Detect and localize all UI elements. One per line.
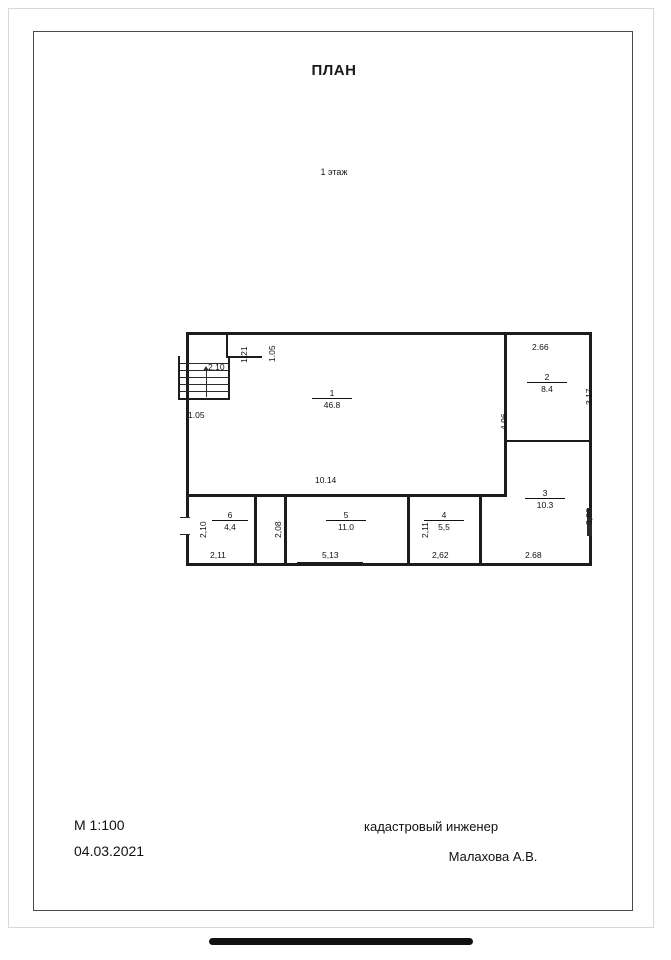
door-tick-left bbox=[180, 517, 190, 518]
stair-tread-4 bbox=[180, 384, 230, 385]
dimension-right-upper: 3.17 bbox=[584, 388, 594, 405]
room-area-3: 10.3 bbox=[536, 500, 554, 510]
room-number-3: 3 bbox=[525, 488, 565, 499]
room-area-2: 8.4 bbox=[541, 384, 553, 394]
dimension-inner-right-vertical: 4.96 bbox=[499, 413, 509, 430]
stair-block-outline-top bbox=[226, 335, 228, 358]
dimension-room6-vertical: 2,10 bbox=[198, 521, 208, 538]
wall-bottom-outer bbox=[186, 563, 592, 566]
horizontal-scrollbar[interactable] bbox=[209, 938, 473, 945]
stair-tread-3 bbox=[180, 377, 230, 378]
dimension-stair-run-vertical: 1,21 bbox=[239, 346, 249, 363]
dimension-room3-bottom: 2.68 bbox=[525, 550, 542, 560]
engineer-role-label: кадастровый инженер bbox=[364, 819, 499, 834]
dimension-stair-width: 2.10 bbox=[208, 362, 225, 372]
room-tag-6 bbox=[212, 510, 248, 532]
room-number-1: 1 bbox=[312, 388, 352, 399]
dimension-stair-depth-vertical: 1.05 bbox=[267, 345, 277, 362]
dimension-top-right: 2.66 bbox=[532, 342, 549, 352]
dimension-right-lower: 3,86 bbox=[584, 508, 594, 525]
door-opening-room6 bbox=[186, 518, 190, 534]
floor-label: 1 этаж bbox=[320, 167, 348, 177]
engineer-name-label: Малахова А.В. bbox=[448, 849, 538, 864]
room-number-4: 4 bbox=[424, 510, 464, 521]
room-area-5: 11.0 bbox=[338, 522, 354, 532]
door-segment-bottom-room5 bbox=[297, 562, 363, 565]
dimension-room4-bottom: 2,62 bbox=[432, 550, 449, 560]
dimension-room5-bottom: 5,13 bbox=[322, 550, 339, 560]
wall-inner-horizontal-main bbox=[186, 494, 507, 497]
room-area-4: 5,5 bbox=[438, 522, 450, 532]
room-number-5: 5 bbox=[326, 510, 366, 521]
dimension-room4-vertical: 2,11 bbox=[420, 522, 430, 538]
room-tag-1 bbox=[312, 388, 352, 410]
stair-tread-5 bbox=[180, 391, 230, 392]
dimension-main-horizontal: 10.14 bbox=[315, 475, 337, 485]
footer-left bbox=[74, 812, 144, 864]
document-outer-frame bbox=[8, 8, 654, 928]
document-inner-frame bbox=[33, 31, 633, 911]
room-tag-4 bbox=[424, 510, 464, 532]
stair-direction-line bbox=[206, 371, 207, 397]
dimension-stair-left: 1.05 bbox=[188, 410, 205, 420]
footer-right bbox=[364, 812, 594, 872]
room-area-1: 46.8 bbox=[323, 400, 341, 410]
wall-top-outer bbox=[186, 332, 592, 335]
dimension-corridor-vertical: 2,08 bbox=[273, 521, 283, 538]
wall-partition-room5-left bbox=[284, 494, 287, 566]
room-number-2: 2 bbox=[527, 372, 567, 383]
floor-plan-drawing bbox=[162, 310, 594, 560]
room-tag-5 bbox=[326, 510, 366, 532]
wall-partition-room5-right bbox=[407, 494, 410, 566]
wall-partition-room6-right bbox=[254, 494, 257, 566]
wall-between-room2-room3 bbox=[507, 440, 592, 442]
page-title: ПЛАН bbox=[311, 62, 357, 79]
room-tag-3 bbox=[525, 488, 565, 510]
room-tag-2 bbox=[527, 372, 567, 394]
room-number-6: 6 bbox=[212, 510, 248, 521]
door-tick-left-2 bbox=[180, 534, 190, 535]
wall-partition-room4-right bbox=[479, 494, 482, 566]
date-label: 04.03.2021 bbox=[74, 843, 145, 859]
scale-label: М 1:100 bbox=[74, 817, 125, 833]
room-area-6: 4,4 bbox=[224, 522, 236, 532]
stair-block-outline-bottom bbox=[178, 398, 230, 400]
dimension-room6-bottom: 2,11 bbox=[210, 550, 226, 560]
